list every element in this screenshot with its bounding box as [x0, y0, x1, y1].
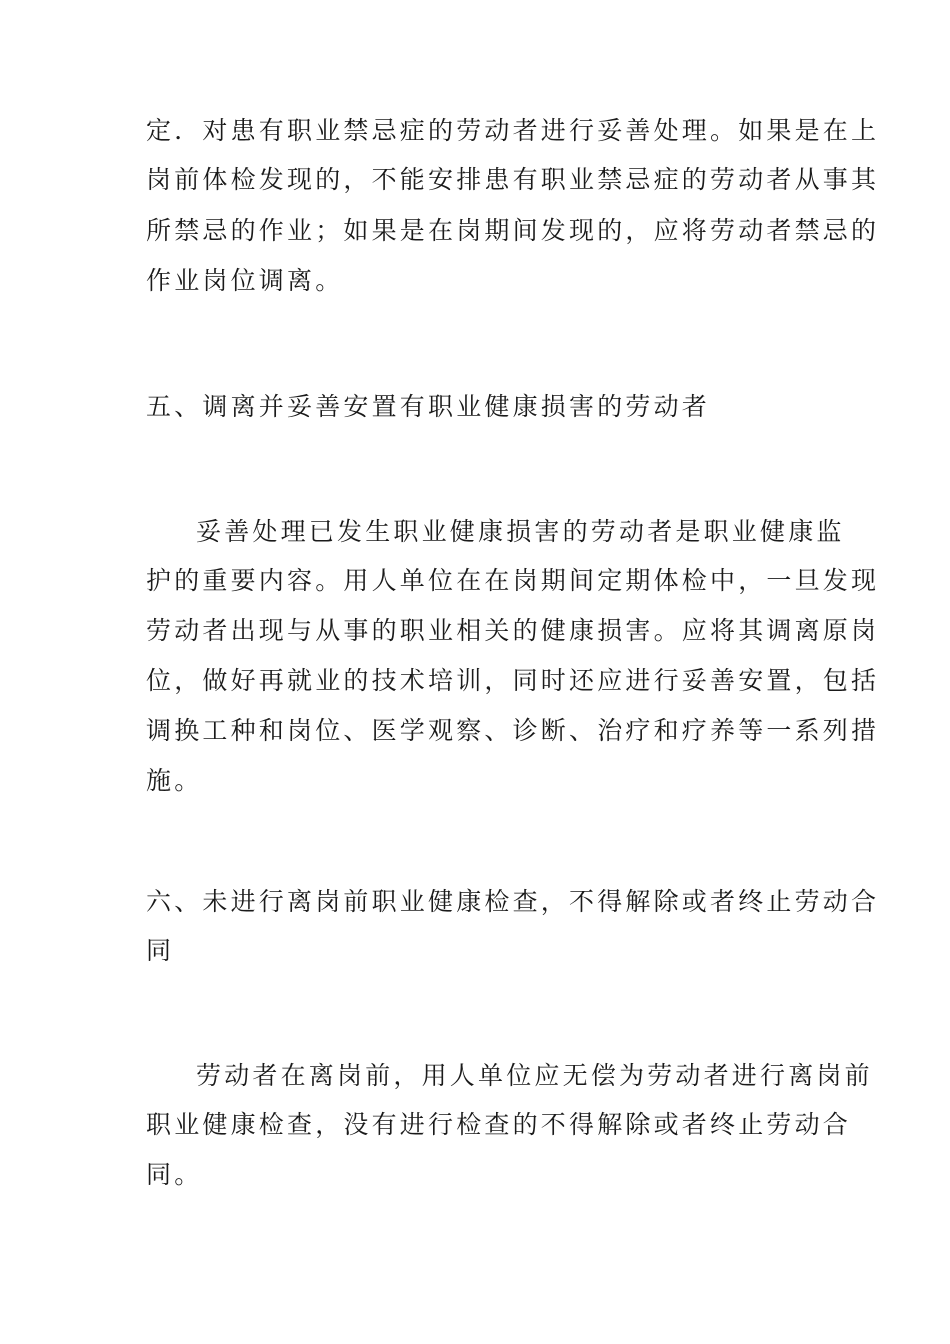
paragraph-line: 调换工种和岗位、医学观察、诊断、治疗和疗养等一系列措: [146, 716, 880, 745]
paragraph-line: 岗前体检发现的，不能安排患有职业禁忌症的劳动者从事其: [146, 165, 880, 194]
paragraph-line: 护的重要内容。用人单位在在岗期间定期体检中，一旦发现: [146, 566, 880, 595]
paragraph-line: 同。: [146, 1160, 203, 1189]
section-heading-6: 同: [146, 936, 175, 965]
paragraph-line: 作业岗位调离。: [146, 266, 344, 295]
section-heading-6: 六、未进行离岗前职业健康检查，不得解除或者终止劳动合: [146, 887, 880, 916]
paragraph-line: 位，做好再就业的技术培训，同时还应进行妥善安置，包括: [146, 666, 880, 695]
paragraph-line: 所禁忌的作业；如果是在岗期间发现的，应将劳动者禁忌的: [146, 216, 880, 245]
paragraph-line: 施。: [146, 766, 203, 795]
paragraph-line: 妥善处理已发生职业健康损害的劳动者是职业健康监: [196, 517, 845, 546]
paragraph-line: 劳动者在离岗前，用人单位应无偿为劳动者进行离岗前: [196, 1061, 873, 1090]
paragraph-line: 劳动者出现与从事的职业相关的健康损害。应将其调离原岗: [146, 616, 880, 645]
paragraph-line: 定．对患有职业禁忌症的劳动者进行妥善处理。如果是在上: [146, 116, 880, 145]
paragraph-line: 职业健康检查，没有进行检查的不得解除或者终止劳动合: [146, 1110, 852, 1139]
section-heading-5: 五、调离并妥善安置有职业健康损害的劳动者: [146, 392, 711, 421]
